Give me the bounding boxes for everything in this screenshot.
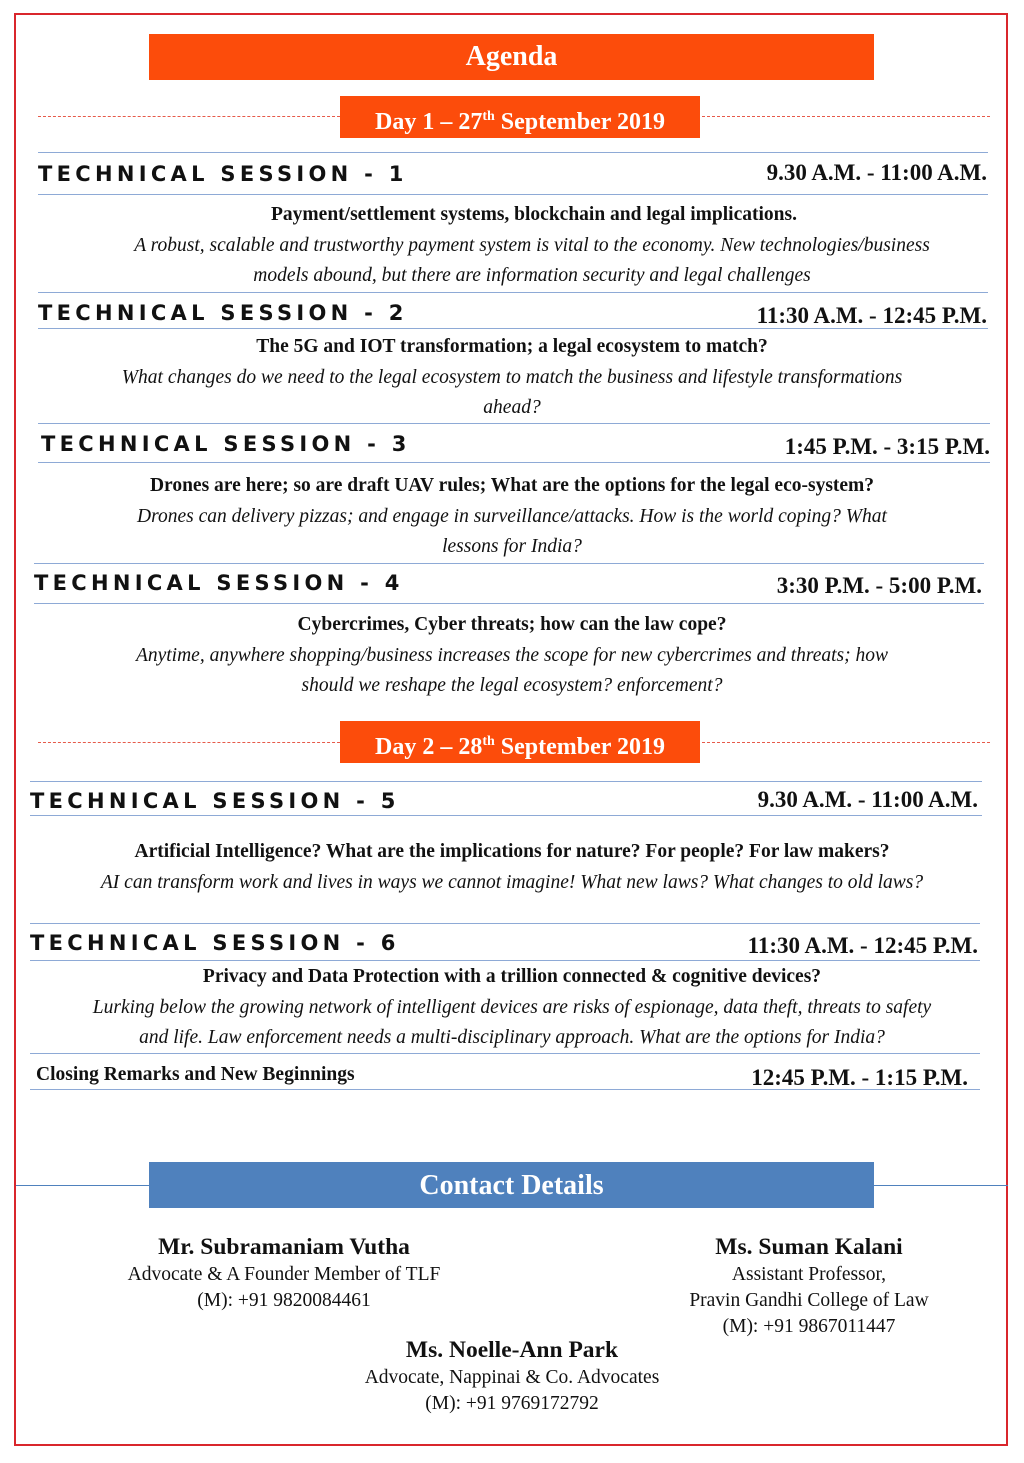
- closing-remarks: Closing Remarks and New Beginnings: [36, 1064, 355, 1085]
- day2-month-year: September 2019: [494, 734, 665, 760]
- session1-time: 9.30 A.M. - 11:00 A.M.: [766, 160, 987, 185]
- session6-topic: Privacy and Data Protection with a trillion connected & cognitive devices?: [202, 966, 822, 987]
- session3-top-rule: [38, 423, 990, 424]
- session5-bottom-rule: [30, 815, 982, 816]
- session3-description-line1: Drones can delivery pizzas; and engage in surveillance/attacks. How is the world coping? What: [137, 506, 887, 527]
- session2-top-rule: [38, 292, 988, 293]
- contact-name: Ms. Noelle-Ann Park: [405, 1337, 619, 1363]
- session6-top-rule: [30, 923, 980, 924]
- session4-description-line1: Anytime, anywhere shopping/business increases the scope for new cybercrimes and threats; how: [135, 645, 889, 666]
- session2-description: [0, 363, 1024, 422]
- session5-title: TECHNICAL SESSION - 5: [30, 789, 400, 813]
- session4-description-line2: should we reshape the legal ecosystem? enforcement?: [301, 674, 723, 696]
- session4-description: [0, 641, 1024, 700]
- contact-role: Advocate & A Founder Member of TLF: [127, 1264, 441, 1285]
- session4-time: 3:30 P.M. - 5:00 P.M.: [776, 573, 982, 598]
- session1-description: [30, 231, 1024, 290]
- day1-date: Day 1 – 27: [375, 109, 483, 135]
- session1-description-line1: A robust, scalable and trustworthy payment system is vital to the economy. New technologies/business: [134, 235, 930, 256]
- contact-institution: Pravin Gandhi College of Law: [689, 1290, 929, 1311]
- session2-title: TECHNICAL SESSION - 2: [38, 301, 408, 325]
- contact-name: Ms. Suman Kalani: [715, 1234, 903, 1260]
- session6-title: TECHNICAL SESSION - 6: [30, 931, 400, 955]
- contact-kalani: [626, 1232, 992, 1340]
- session4-title: TECHNICAL SESSION - 4: [34, 571, 404, 595]
- session5-topic: Artificial Intelligence? What are the implications for nature? For people? For law makers?: [134, 841, 890, 862]
- session2-description-line1: What changes do we need to the legal ecosystem to match the business and lifestyle transformations: [121, 367, 903, 388]
- day2-date: Day 2 – 28: [375, 734, 483, 760]
- session1-topic: Payment/settlement systems, blockchain and legal implications.: [271, 204, 797, 225]
- session6-time: 11:30 A.M. - 12:45 P.M.: [747, 933, 978, 958]
- session2-description-line2: ahead?: [483, 396, 541, 418]
- session1-top-rule: [38, 152, 988, 153]
- day2-row: [38, 721, 990, 763]
- session5-description-line1: AI can transform work and lives in ways we cannot imagine! What new laws? What changes to old laws?: [100, 872, 924, 893]
- day1-month-year: September 2019: [494, 109, 665, 135]
- session4-bottom-rule: [34, 603, 984, 604]
- session5-top-rule: [30, 781, 982, 782]
- contact-phone: (M): +91 9820084461: [197, 1290, 371, 1311]
- session6-description-line2: and life. Law enforcement needs a multi-disciplinary approach. What are the options for India?: [139, 1026, 885, 1048]
- contact-vutha: [84, 1232, 484, 1314]
- session3-bottom-rule: [38, 462, 990, 463]
- session5-description: [0, 868, 1024, 898]
- session6-description: [0, 993, 1024, 1052]
- closing-time: 12:45 P.M. - 1:15 P.M.: [751, 1065, 968, 1090]
- session4-top-rule: [34, 563, 984, 564]
- session2-topic: The 5G and IOT transformation; a legal ecosystem to match?: [256, 336, 768, 357]
- contact-name: Mr. Subramaniam Vutha: [158, 1234, 410, 1260]
- session1-description-line2: models abound, but there are information security and legal challenges: [253, 264, 811, 286]
- session6-bottom-rule: [30, 960, 980, 961]
- contact-park: [312, 1335, 712, 1417]
- day2-badge: [340, 721, 700, 763]
- session2-time: 11:30 A.M. - 12:45 P.M.: [756, 303, 987, 328]
- session3-title: TECHNICAL SESSION - 3: [41, 432, 411, 456]
- day1-badge: [340, 96, 700, 138]
- session3-description: [0, 502, 1024, 561]
- session1-bottom-rule: [38, 194, 988, 195]
- contact-right-line: [874, 1185, 1008, 1186]
- session3-topic: Drones are here; so are draft UAV rules; What are the options for the legal eco-system?: [149, 475, 875, 496]
- session4-topic: Cybercrimes, Cyber threats; how can the law cope?: [297, 614, 727, 635]
- day1-date-suffix: th: [482, 109, 495, 124]
- contact-banner: Contact Details: [149, 1162, 874, 1208]
- contact-phone: (M): +91 9867011447: [722, 1316, 896, 1337]
- session3-time: 1:45 P.M. - 3:15 P.M.: [784, 434, 990, 459]
- contact-role: Assistant Professor,: [731, 1264, 887, 1285]
- contact-left-line: [16, 1185, 149, 1186]
- contact-phone: (M): +91 9769172792: [425, 1393, 599, 1414]
- day2-date-suffix: th: [482, 734, 495, 749]
- session6-description-line1: Lurking below the growing network of intelligent devices are risks of espionage, data theft, threats to safety: [92, 997, 932, 1018]
- agenda-banner: Agenda: [149, 34, 874, 80]
- session2-bottom-rule: [38, 328, 988, 329]
- session5-time: 9.30 A.M. - 11:00 A.M.: [757, 787, 978, 812]
- session1-title: TECHNICAL SESSION - 1: [38, 162, 408, 186]
- closing-bottom-rule: [30, 1089, 980, 1090]
- contact-role: Advocate, Nappinai & Co. Advocates: [364, 1367, 660, 1388]
- closing-top-rule: [30, 1053, 980, 1054]
- day1-row: [38, 96, 990, 138]
- session3-description-line2: lessons for India?: [442, 535, 582, 557]
